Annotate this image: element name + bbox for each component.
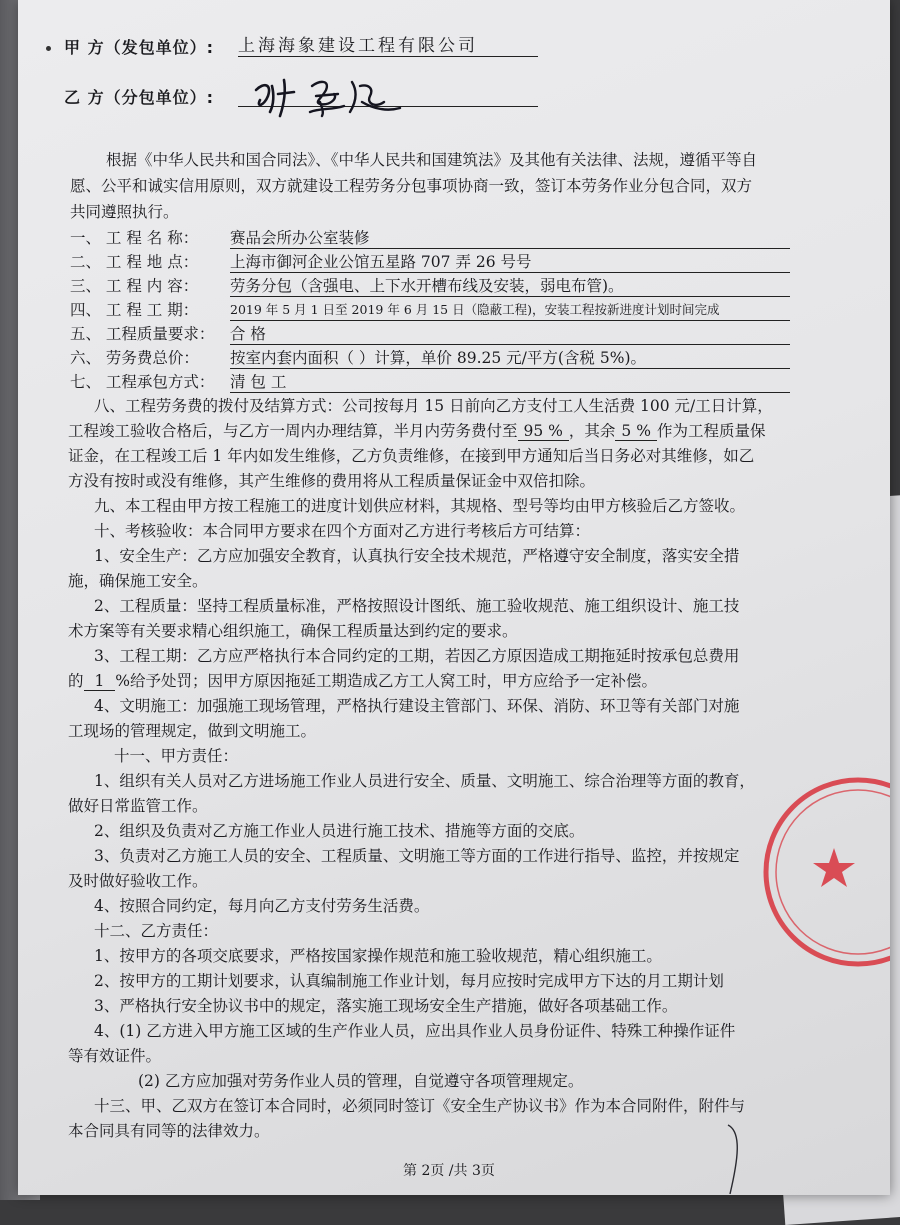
field-value-project-location: 上海市御河企业公馆五星路 707 弄 26 号号 — [230, 252, 790, 273]
field-value-contract-mode: 清 包 工 — [230, 372, 790, 393]
clause-8-line-4: 方没有按时或没有维修，其产生维修的费用将从工程质量保证金中双倍扣除。 — [68, 472, 596, 490]
field-label-project-name: 一、 工 程 名 称： — [70, 229, 199, 247]
clause-12-4-line-2: 等有效证件。 — [68, 1047, 162, 1065]
clause-10-2-line-2: 术方案等有关要求精心组织施工，确保工程质量达到约定的要求。 — [68, 622, 518, 640]
clause-8-line-1: 八、工程劳务费的拨付及结算方式：公司按每月 15 日前向乙方支付工人生活费 100 元/工日计算， — [94, 397, 773, 415]
clause-10-4-line-1: 4、文明施工：加强施工现场管理，严格执行建设主管部门、环保、消防、环卫等有关部门对施 — [94, 697, 740, 715]
field-label-project-location: 二、 工 程 地 点： — [70, 253, 199, 271]
clause-13-line-1: 十三、甲、乙双方在签订本合同时，必须同时签订《安全生产协议书》作为本合同附件，附件与 — [94, 1097, 746, 1115]
field-label-project-content: 三、 工 程 内 容： — [70, 277, 199, 295]
clause-10-2-line-1: 2、工程质量：坚持工程质量标准，严格按照设计图纸、施工验收规范、施工组织设计、施工技 — [94, 597, 740, 615]
clause-12-4-line-1: 4、(1) 乙方进入甲方施工区域的生产作业人员，应出具作业人员身份证件、特殊工种操作证件 — [94, 1022, 736, 1040]
clause-12-4-2: (2) 乙方应加强对劳务作业人员的管理，自觉遵守各项管理规定。 — [138, 1072, 584, 1090]
intro-line-1: 根据《中华人民共和国合同法》、《中华人民共和国建筑法》及其他有关法律、法规，遵循平等自 — [106, 151, 758, 169]
clause-9: 九、本工程由甲方按工程施工的进度计划供应材料，其规格、型号等均由甲方核验后乙方签收。 — [94, 497, 746, 515]
clause-12-title: 十二、乙方责任： — [94, 922, 219, 940]
intro-line-3: 共同遵照执行。 — [70, 203, 179, 221]
company-seal-icon — [758, 772, 890, 972]
clause-12-2: 2、按甲方的工期计划要求，认真编制施工作业计划，每月应按时完成甲方下达的月工期计划 — [94, 972, 724, 990]
field-label-quality: 五、 工程质量要求： — [70, 325, 215, 343]
clause-8-line-3: 证金，在工程竣工后 1 年内如发生维修，乙方负责维修，在接到甲方通知后当日务必对其维修，如乙 — [68, 447, 755, 465]
clause-10-3-penalty-percent: 1 — [84, 672, 116, 691]
clause-11-1-line-1: 1、组织有关人员对乙方进场施工作业人员进行安全、质量、文明施工、综合治理等方面的教育， — [94, 772, 755, 790]
party-a-label: 甲 方（发包单位）: — [64, 38, 214, 57]
field-value-project-name: 赛品会所办公室装修 — [230, 228, 790, 249]
clause-8-line-2 — [68, 421, 765, 441]
clause-10-3-text-c: %给予处罚；因甲方原因拖延工期造成乙方工人窝工时，甲方应给予一定补偿。 — [115, 672, 657, 690]
bullet-dot — [46, 46, 51, 51]
contract-page — [18, 0, 890, 1195]
clause-8-percent-retain: 5 % — [615, 422, 657, 441]
clause-10-3-line-2 — [68, 671, 657, 691]
clause-10-4-line-2: 工现场的管理规定，做到文明施工。 — [68, 722, 317, 740]
clause-10-title: 十、考核验收：本合同甲方要求在四个方面对乙方进行考核后方可结算： — [94, 522, 591, 540]
clause-11-2: 2、组织及负责对乙方施工作业人员进行施工技术、措施等方面的交底。 — [94, 822, 585, 840]
handwritten-signature-icon — [250, 72, 420, 120]
page-number: 第 2页 /共 3页 — [403, 1163, 495, 1179]
clause-8-text-e: 作为工程质量保 — [656, 422, 766, 440]
field-label-project-period: 四、 工 程 工 期： — [70, 301, 199, 319]
clause-8-percent-paid: 95 % — [518, 422, 569, 441]
clause-10-1-line-1: 1、安全生产：乙方应加强安全教育，认真执行安全技术规范，严格遵守安全制度，落实安全措 — [94, 547, 740, 565]
field-value-project-period: 2019 年 5 月 1 日至 2019 年 6 月 15 日（隐蔽工程)，安装工程按新进度计划时间完成 — [230, 300, 790, 321]
party-b-label: 乙 方（分包单位）: — [64, 88, 214, 107]
pen-mark-icon — [708, 1120, 768, 1195]
clause-11-title: 十一、甲方责任： — [114, 747, 239, 765]
field-label-labor-total: 六、 劳务费总价： — [70, 349, 199, 367]
clause-10-1-line-2: 施，确保施工安全。 — [68, 572, 208, 590]
intro-line-2: 愿、公平和诚实信用原则，双方就建设工程劳务分包事项协商一致，签订本劳务作业分包合同，双方 — [70, 177, 753, 195]
clause-11-1-line-2: 做好日常监管工作。 — [68, 797, 208, 815]
field-value-project-content: 劳务分包（含强电、上下水开槽布线及安装，弱电布管)。 — [230, 276, 790, 297]
clause-12-3: 3、严格执行安全协议书中的规定，落实施工现场安全生产措施，做好各项基础工作。 — [94, 997, 678, 1015]
clause-8-text-c: ，其余 — [568, 422, 616, 440]
clause-10-3-text-a: 的 — [68, 672, 84, 690]
field-label-contract-mode: 七、 工程承包方式： — [70, 373, 215, 391]
clause-13-line-2: 本合同具有同等的法律效力。 — [68, 1122, 270, 1140]
clause-12-1: 1、按甲方的各项交底要求，严格按国家操作规范和施工验收规范，精心组织施工。 — [94, 947, 662, 965]
clause-11-3-line-2: 及时做好验收工作。 — [68, 872, 208, 890]
clause-11-3-line-1: 3、负责对乙方施工人员的安全、工程质量、文明施工等方面的工作进行指导、监控，并按规定 — [94, 847, 740, 865]
clause-10-3-line-1: 3、工程工期：乙方应严格执行本合同约定的工期，若因乙方原因造成工期拖延时按承包总费用 — [94, 647, 740, 665]
party-a-value: 上海海象建设工程有限公司 — [238, 36, 538, 57]
field-value-labor-total: 按室内套内面积（ ）计算，单价 89.25 元/平方(含税 5%)。 — [230, 348, 790, 369]
clause-11-4: 4、按照合同约定，每月向乙方支付劳务生活费。 — [94, 897, 430, 915]
field-value-quality: 合 格 — [230, 324, 790, 345]
clause-8-text-a: 工程竣工验收合格后，与乙方一周内办理结算，半月内劳务费付至 — [68, 422, 518, 440]
